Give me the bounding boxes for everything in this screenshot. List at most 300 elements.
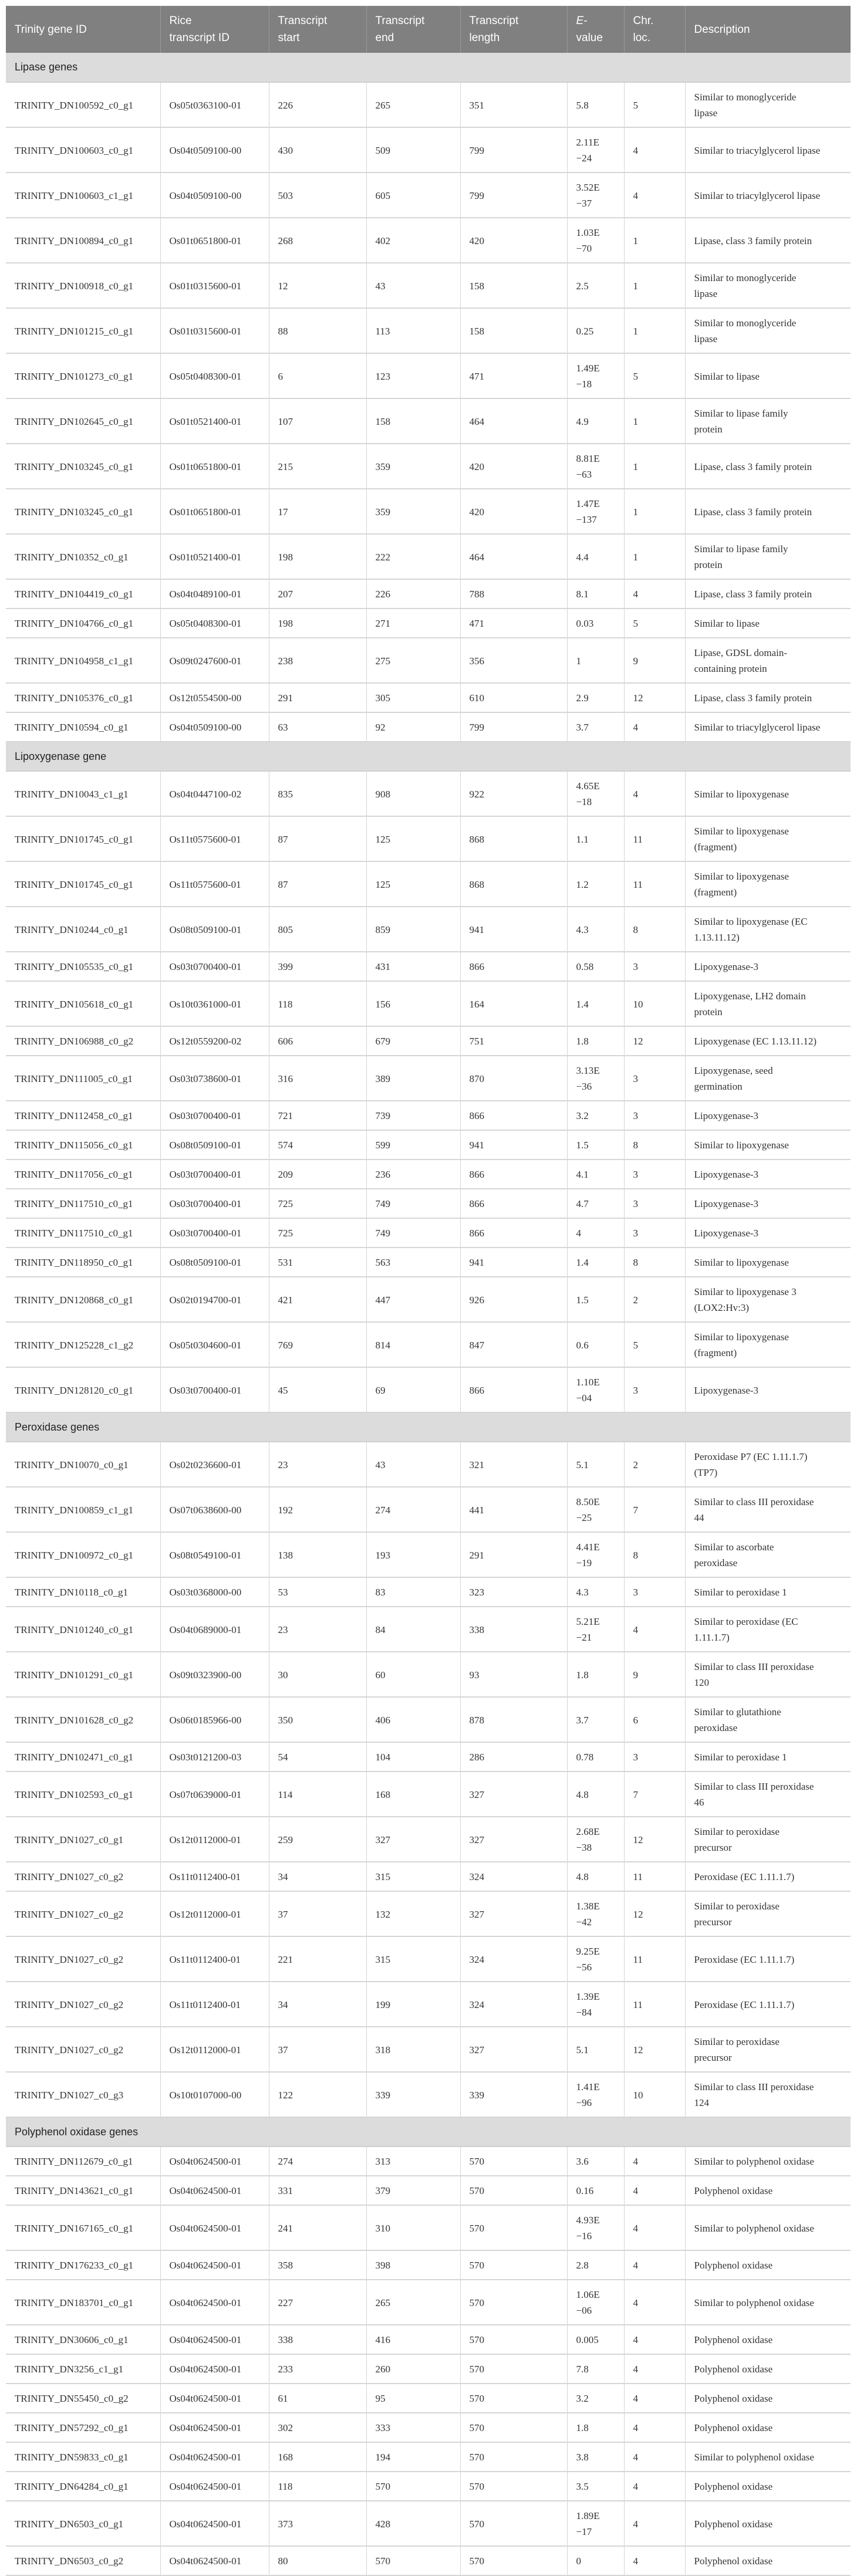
transcript-start-cell: 118 [269, 981, 366, 1026]
transcript-end-cell: 739 [366, 1101, 460, 1130]
transcript-length-cell: 751 [460, 1026, 567, 1056]
trinity-gene-id-cell: TRINITY_DN101745_c0_g1 [6, 861, 160, 907]
table-row [6, 1652, 851, 1697]
chr-loc-cell: 9 [624, 638, 685, 683]
transcript-end-cell: 83 [366, 1577, 460, 1607]
transcript-start-cell: 358 [269, 2250, 366, 2280]
chr-loc-cell: 3 [624, 1189, 685, 1218]
description-cell: Polyphenol oxidase [685, 2413, 851, 2442]
table-row [6, 1982, 851, 2027]
rice-transcript-id-cell: Os01t0651800-01 [160, 218, 269, 263]
description-cell: Similar to peroxidase 1 [685, 1742, 851, 1772]
chr-loc-cell: 3 [624, 1159, 685, 1189]
rice-transcript-id-cell: Os04t0624500-01 [160, 2413, 269, 2442]
trinity-gene-id-cell: TRINITY_DN100918_c0_g1 [6, 263, 160, 308]
table-row [6, 2501, 851, 2546]
transcript-end-cell: 315 [366, 1936, 460, 1982]
transcript-length-cell: 570 [460, 2325, 567, 2354]
transcript-end-cell: 95 [366, 2384, 460, 2413]
e-value-cell: 4.9 [567, 398, 624, 444]
description-cell: Lipoxygenase-3 [685, 1159, 851, 1189]
transcript-start-cell: 721 [269, 1101, 366, 1130]
e-value-cell: 5.8 [567, 82, 624, 127]
transcript-end-cell: 315 [366, 1862, 460, 1891]
table-row [6, 816, 851, 861]
description-cell: Peroxidase (EC 1.11.1.7) [685, 1862, 851, 1891]
e-value-cell: 1.03E −70 [567, 218, 624, 263]
table-row [6, 1101, 851, 1130]
chr-loc-cell: 4 [624, 2546, 685, 2575]
transcript-end-cell: 814 [366, 1322, 460, 1367]
description-cell: Polyphenol oxidase [685, 2354, 851, 2384]
transcript-length-cell: 291 [460, 1532, 567, 1577]
table-row [6, 127, 851, 173]
transcript-end-cell: 168 [366, 1772, 460, 1817]
rice-transcript-id-cell: Os06t0185966-00 [160, 1697, 269, 1742]
transcript-length-cell: 356 [460, 638, 567, 683]
transcript-end-cell: 428 [366, 2501, 460, 2546]
trinity-gene-id-cell: TRINITY_DN104958_c1_g1 [6, 638, 160, 683]
rice-transcript-id-cell: Os05t0363100-01 [160, 82, 269, 127]
transcript-start-cell: 302 [269, 2413, 366, 2442]
transcript-start-cell: 34 [269, 1982, 366, 2027]
trinity-gene-id-cell: TRINITY_DN100603_c1_g1 [6, 173, 160, 218]
transcript-length-cell: 866 [460, 952, 567, 981]
rice-transcript-id-cell: Os04t0624500-01 [160, 2384, 269, 2413]
transcript-end-cell: 199 [366, 1982, 460, 2027]
e-value-cell: 4.93E −16 [567, 2205, 624, 2250]
transcript-length-cell: 327 [460, 1817, 567, 1862]
rice-transcript-id-cell: Os02t0194700-01 [160, 1277, 269, 1322]
transcript-end-cell: 125 [366, 861, 460, 907]
description-cell: Similar to peroxidase precursor [685, 2027, 851, 2072]
trinity-gene-id-cell: TRINITY_DN104419_c0_g1 [6, 579, 160, 608]
transcript-end-cell: 679 [366, 1026, 460, 1056]
e-value-cell: 1.38E −42 [567, 1891, 624, 1936]
chr-loc-cell: 1 [624, 444, 685, 489]
chr-loc-cell: 11 [624, 1862, 685, 1891]
chr-loc-cell: 2 [624, 1442, 685, 1487]
transcript-start-cell: 291 [269, 683, 366, 712]
description-cell: Lipoxygenase-3 [685, 1101, 851, 1130]
transcript-end-cell: 193 [366, 1532, 460, 1577]
transcript-length-cell: 941 [460, 907, 567, 952]
e-value-cell: 4.7 [567, 1189, 624, 1218]
chr-loc-cell: 5 [624, 353, 685, 398]
description-cell: Similar to monoglyceride lipase [685, 82, 851, 127]
transcript-end-cell: 599 [366, 1130, 460, 1159]
chr-loc-cell: 3 [624, 1367, 685, 1412]
header-transcript-end: Transcript end [366, 6, 460, 53]
rice-transcript-id-cell: Os01t0315600-01 [160, 308, 269, 353]
transcript-length-cell: 870 [460, 1056, 567, 1101]
chr-loc-cell: 3 [624, 1056, 685, 1101]
trinity-gene-id-cell: TRINITY_DN103245_c0_g1 [6, 489, 160, 534]
rice-transcript-id-cell: Os01t0651800-01 [160, 444, 269, 489]
trinity-gene-id-cell: TRINITY_DN101273_c0_g1 [6, 353, 160, 398]
trinity-gene-id-cell: TRINITY_DN102471_c0_g1 [6, 1742, 160, 1772]
transcript-end-cell: 123 [366, 353, 460, 398]
rice-transcript-id-cell: Os03t0700400-01 [160, 1189, 269, 1218]
description-cell: Similar to triacylglycerol lipase [685, 712, 851, 742]
e-value-cell: 3.52E −37 [567, 173, 624, 218]
e-value-cell: 3.5 [567, 2472, 624, 2501]
gene-table [6, 6, 851, 2576]
chr-loc-cell: 12 [624, 2027, 685, 2072]
rice-transcript-id-cell: Os04t0624500-01 [160, 2205, 269, 2250]
table-row [6, 1218, 851, 1248]
description-cell: Polyphenol oxidase [685, 2325, 851, 2354]
transcript-start-cell: 6 [269, 353, 366, 398]
description-cell: Similar to class III peroxidase 46 [685, 1772, 851, 1817]
description-cell: Lipase, class 3 family protein [685, 444, 851, 489]
rice-transcript-id-cell: Os08t0509100-01 [160, 1248, 269, 1277]
trinity-gene-id-cell: TRINITY_DN10043_c1_g1 [6, 771, 160, 816]
table-row [6, 1442, 851, 1487]
transcript-length-cell: 327 [460, 2027, 567, 2072]
rice-transcript-id-cell: Os03t0700400-01 [160, 1218, 269, 1248]
transcript-start-cell: 215 [269, 444, 366, 489]
e-value-cell: 0 [567, 2546, 624, 2575]
transcript-end-cell: 749 [366, 1189, 460, 1218]
table-row [6, 1532, 851, 1577]
trinity-gene-id-cell: TRINITY_DN167165_c0_g1 [6, 2205, 160, 2250]
e-value-cell: 1 [567, 638, 624, 683]
transcript-start-cell: 221 [269, 1936, 366, 1982]
description-cell: Polyphenol oxidase [685, 2546, 851, 2575]
rice-transcript-id-cell: Os09t0247600-01 [160, 638, 269, 683]
section-header-row [6, 2117, 851, 2146]
transcript-start-cell: 207 [269, 579, 366, 608]
header-trinity-gene-id: Trinity gene ID [6, 6, 160, 53]
description-cell: Similar to class III peroxidase 44 [685, 1487, 851, 1532]
trinity-gene-id-cell: TRINITY_DN10118_c0_g1 [6, 1577, 160, 1607]
table-row [6, 2072, 851, 2117]
description-cell: Similar to peroxidase precursor [685, 1817, 851, 1862]
e-value-cell: 5.1 [567, 1442, 624, 1487]
transcript-start-cell: 769 [269, 1322, 366, 1367]
description-cell: Lipase, class 3 family protein [685, 489, 851, 534]
description-cell: Similar to lipoxygenase [685, 1130, 851, 1159]
header-transcript-length: Transcript length [460, 6, 567, 53]
trinity-gene-id-cell: TRINITY_DN57292_c0_g1 [6, 2413, 160, 2442]
description-cell: Similar to glutathione peroxidase [685, 1697, 851, 1742]
trinity-gene-id-cell: TRINITY_DN104766_c0_g1 [6, 608, 160, 638]
rice-transcript-id-cell: Os07t0638600-00 [160, 1487, 269, 1532]
chr-loc-cell: 4 [624, 2442, 685, 2472]
rice-transcript-id-cell: Os09t0323900-00 [160, 1652, 269, 1697]
section-title: Lipase genes [6, 53, 851, 82]
rice-transcript-id-cell: Os03t0738600-01 [160, 1056, 269, 1101]
trinity-gene-id-cell: TRINITY_DN59833_c0_g1 [6, 2442, 160, 2472]
rice-transcript-id-cell: Os12t0554500-00 [160, 683, 269, 712]
transcript-end-cell: 749 [366, 1218, 460, 1248]
rice-transcript-id-cell: Os04t0624500-01 [160, 2280, 269, 2325]
transcript-start-cell: 17 [269, 489, 366, 534]
description-cell: Lipoxygenase (EC 1.13.11.12) [685, 1026, 851, 1056]
e-value-cell: 4.65E −18 [567, 771, 624, 816]
rice-transcript-id-cell: Os04t0509100-00 [160, 127, 269, 173]
table-row [6, 2354, 851, 2384]
transcript-end-cell: 271 [366, 608, 460, 638]
rice-transcript-id-cell: Os03t0700400-01 [160, 1159, 269, 1189]
table-row [6, 1130, 851, 1159]
e-value-cell: 1.5 [567, 1130, 624, 1159]
rice-transcript-id-cell: Os03t0700400-01 [160, 1101, 269, 1130]
rice-transcript-id-cell: Os04t0624500-01 [160, 2472, 269, 2501]
chr-loc-cell: 1 [624, 398, 685, 444]
transcript-start-cell: 373 [269, 2501, 366, 2546]
trinity-gene-id-cell: TRINITY_DN64284_c0_g1 [6, 2472, 160, 2501]
chr-loc-cell: 3 [624, 1218, 685, 1248]
transcript-end-cell: 156 [366, 981, 460, 1026]
description-cell: Similar to peroxidase 1 [685, 1577, 851, 1607]
transcript-end-cell: 416 [366, 2325, 460, 2354]
chr-loc-cell: 10 [624, 981, 685, 1026]
header-e-letter: E [576, 15, 584, 27]
e-value-cell: 3.6 [567, 2146, 624, 2176]
transcript-length-cell: 327 [460, 1891, 567, 1936]
trinity-gene-id-cell: TRINITY_DN101628_c0_g2 [6, 1697, 160, 1742]
chr-loc-cell: 12 [624, 683, 685, 712]
rice-transcript-id-cell: Os11t0112400-01 [160, 1936, 269, 1982]
transcript-start-cell: 227 [269, 2280, 366, 2325]
transcript-length-cell: 570 [460, 2354, 567, 2384]
table-row [6, 2442, 851, 2472]
e-value-cell: 1.47E −137 [567, 489, 624, 534]
rice-transcript-id-cell: Os04t0624500-01 [160, 2546, 269, 2575]
e-value-cell: 5.21E −21 [567, 1607, 624, 1652]
transcript-start-cell: 233 [269, 2354, 366, 2384]
e-value-cell: 4.3 [567, 1577, 624, 1607]
transcript-length-cell: 866 [460, 1159, 567, 1189]
transcript-length-cell: 570 [460, 2176, 567, 2205]
e-value-cell: 8.81E −63 [567, 444, 624, 489]
chr-loc-cell: 4 [624, 2413, 685, 2442]
rice-transcript-id-cell: Os12t0112000-01 [160, 1817, 269, 1862]
chr-loc-cell: 2 [624, 1277, 685, 1322]
e-value-cell: 8.1 [567, 579, 624, 608]
chr-loc-cell: 4 [624, 2354, 685, 2384]
trinity-gene-id-cell: TRINITY_DN6503_c0_g2 [6, 2546, 160, 2575]
transcript-start-cell: 503 [269, 173, 366, 218]
trinity-gene-id-cell: TRINITY_DN106988_c0_g2 [6, 1026, 160, 1056]
transcript-start-cell: 226 [269, 82, 366, 127]
trinity-gene-id-cell: TRINITY_DN112458_c0_g1 [6, 1101, 160, 1130]
transcript-end-cell: 327 [366, 1817, 460, 1862]
e-value-cell: 1.8 [567, 1652, 624, 1697]
chr-loc-cell: 5 [624, 1322, 685, 1367]
table-row [6, 2176, 851, 2205]
transcript-start-cell: 54 [269, 1742, 366, 1772]
table-row [6, 173, 851, 218]
transcript-end-cell: 431 [366, 952, 460, 981]
e-value-cell: 2.11E −24 [567, 127, 624, 173]
section-header-row [6, 1412, 851, 1442]
transcript-start-cell: 87 [269, 861, 366, 907]
rice-transcript-id-cell: Os11t0575600-01 [160, 861, 269, 907]
transcript-length-cell: 868 [460, 861, 567, 907]
trinity-gene-id-cell: TRINITY_DN125228_c1_g2 [6, 1322, 160, 1367]
e-value-cell: 8.50E −25 [567, 1487, 624, 1532]
e-value-cell: 4.41E −19 [567, 1532, 624, 1577]
description-cell: Similar to lipoxygenase (fragment) [685, 1322, 851, 1367]
e-value-cell: 1.2 [567, 861, 624, 907]
transcript-length-cell: 441 [460, 1487, 567, 1532]
chr-loc-cell: 7 [624, 1772, 685, 1817]
rice-transcript-id-cell: Os11t0112400-01 [160, 1982, 269, 2027]
table-row [6, 444, 851, 489]
description-cell: Similar to lipoxygenase [685, 771, 851, 816]
trinity-gene-id-cell: TRINITY_DN1027_c0_g2 [6, 1982, 160, 2027]
trinity-gene-id-cell: TRINITY_DN100972_c0_g1 [6, 1532, 160, 1577]
table-row [6, 2472, 851, 2501]
transcript-length-cell: 878 [460, 1697, 567, 1742]
rice-transcript-id-cell: Os08t0509100-01 [160, 907, 269, 952]
transcript-end-cell: 132 [366, 1891, 460, 1936]
transcript-start-cell: 338 [269, 2325, 366, 2354]
description-cell: Similar to polyphenol oxidase [685, 2146, 851, 2176]
table-row [6, 2250, 851, 2280]
description-cell: Similar to ascorbate peroxidase [685, 1532, 851, 1577]
rice-transcript-id-cell: Os03t0700400-01 [160, 1367, 269, 1412]
table-row [6, 2384, 851, 2413]
rice-transcript-id-cell: Os10t0107000-00 [160, 2072, 269, 2117]
transcript-start-cell: 30 [269, 1652, 366, 1697]
transcript-length-cell: 420 [460, 489, 567, 534]
chr-loc-cell: 3 [624, 1101, 685, 1130]
e-value-cell: 1.06E −06 [567, 2280, 624, 2325]
transcript-end-cell: 570 [366, 2472, 460, 2501]
transcript-end-cell: 398 [366, 2250, 460, 2280]
trinity-gene-id-cell: TRINITY_DN100894_c0_g1 [6, 218, 160, 263]
transcript-end-cell: 84 [366, 1607, 460, 1652]
e-value-cell: 3.13E −36 [567, 1056, 624, 1101]
transcript-length-cell: 471 [460, 353, 567, 398]
description-cell: Similar to lipoxygenase (EC 1.13.11.12) [685, 907, 851, 952]
description-cell: Similar to polyphenol oxidase [685, 2280, 851, 2325]
e-value-cell: 1.89E −17 [567, 2501, 624, 2546]
table-row [6, 1026, 851, 1056]
table-row [6, 1248, 851, 1277]
trinity-gene-id-cell: TRINITY_DN101240_c0_g1 [6, 1607, 160, 1652]
table-header [6, 6, 851, 53]
trinity-gene-id-cell: TRINITY_DN128120_c0_g1 [6, 1367, 160, 1412]
transcript-start-cell: 350 [269, 1697, 366, 1742]
chr-loc-cell: 4 [624, 2384, 685, 2413]
chr-loc-cell: 4 [624, 1607, 685, 1652]
description-cell: Similar to peroxidase (EC 1.11.1.7) [685, 1607, 851, 1652]
transcript-start-cell: 331 [269, 2176, 366, 2205]
transcript-start-cell: 37 [269, 2027, 366, 2072]
trinity-gene-id-cell: TRINITY_DN112679_c0_g1 [6, 2146, 160, 2176]
transcript-length-cell: 570 [460, 2442, 567, 2472]
transcript-start-cell: 80 [269, 2546, 366, 2575]
rice-transcript-id-cell: Os12t0559200-02 [160, 1026, 269, 1056]
transcript-length-cell: 324 [460, 1936, 567, 1982]
e-value-cell: 4.8 [567, 1772, 624, 1817]
rice-transcript-id-cell: Os05t0408300-01 [160, 608, 269, 638]
rice-transcript-id-cell: Os04t0624500-01 [160, 2176, 269, 2205]
trinity-gene-id-cell: TRINITY_DN100592_c0_g1 [6, 82, 160, 127]
transcript-start-cell: 805 [269, 907, 366, 952]
transcript-length-cell: 286 [460, 1742, 567, 1772]
transcript-end-cell: 333 [366, 2413, 460, 2442]
description-cell: Polyphenol oxidase [685, 2501, 851, 2546]
table-row [6, 907, 851, 952]
description-cell: Lipoxygenase-3 [685, 952, 851, 981]
e-value-cell: 1.39E −84 [567, 1982, 624, 2027]
rice-transcript-id-cell: Os05t0304600-01 [160, 1322, 269, 1367]
transcript-length-cell: 799 [460, 127, 567, 173]
trinity-gene-id-cell: TRINITY_DN55450_c0_g2 [6, 2384, 160, 2413]
table-row [6, 1891, 851, 1936]
transcript-length-cell: 941 [460, 1248, 567, 1277]
transcript-start-cell: 45 [269, 1367, 366, 1412]
transcript-length-cell: 799 [460, 173, 567, 218]
trinity-gene-id-cell: TRINITY_DN105535_c0_g1 [6, 952, 160, 981]
chr-loc-cell: 4 [624, 2472, 685, 2501]
description-cell: Lipoxygenase-3 [685, 1218, 851, 1248]
transcript-length-cell: 323 [460, 1577, 567, 1607]
trinity-gene-id-cell: TRINITY_DN102593_c0_g1 [6, 1772, 160, 1817]
description-cell: Similar to polyphenol oxidase [685, 2442, 851, 2472]
rice-transcript-id-cell: Os11t0112400-01 [160, 1862, 269, 1891]
transcript-length-cell: 570 [460, 2250, 567, 2280]
transcript-length-cell: 324 [460, 1862, 567, 1891]
transcript-length-cell: 866 [460, 1101, 567, 1130]
e-value-cell: 5.1 [567, 2027, 624, 2072]
trinity-gene-id-cell: TRINITY_DN10070_c0_g1 [6, 1442, 160, 1487]
description-cell: Similar to polyphenol oxidase [685, 2205, 851, 2250]
table-row [6, 981, 851, 1026]
transcript-length-cell: 339 [460, 2072, 567, 2117]
transcript-length-cell: 570 [460, 2384, 567, 2413]
e-value-cell: 0.16 [567, 2176, 624, 2205]
e-value-cell: 0.78 [567, 1742, 624, 1772]
transcript-start-cell: 241 [269, 2205, 366, 2250]
transcript-start-cell: 198 [269, 608, 366, 638]
transcript-end-cell: 222 [366, 534, 460, 579]
chr-loc-cell: 7 [624, 1487, 685, 1532]
rice-transcript-id-cell: Os04t0624500-01 [160, 2325, 269, 2354]
transcript-length-cell: 338 [460, 1607, 567, 1652]
transcript-length-cell: 570 [460, 2280, 567, 2325]
transcript-length-cell: 471 [460, 608, 567, 638]
transcript-end-cell: 226 [366, 579, 460, 608]
transcript-length-cell: 324 [460, 1982, 567, 2027]
transcript-end-cell: 265 [366, 82, 460, 127]
trinity-gene-id-cell: TRINITY_DN115056_c0_g1 [6, 1130, 160, 1159]
transcript-end-cell: 43 [366, 1442, 460, 1487]
chr-loc-cell: 3 [624, 952, 685, 981]
e-value-cell: 1.8 [567, 2413, 624, 2442]
trinity-gene-id-cell: TRINITY_DN3256_c1_g1 [6, 2354, 160, 2384]
rice-transcript-id-cell: Os04t0689000-01 [160, 1607, 269, 1652]
transcript-end-cell: 310 [366, 2205, 460, 2250]
rice-transcript-id-cell: Os01t0521400-01 [160, 398, 269, 444]
rice-transcript-id-cell: Os04t0509100-00 [160, 712, 269, 742]
transcript-length-cell: 866 [460, 1189, 567, 1218]
e-value-cell: 3.8 [567, 2442, 624, 2472]
transcript-end-cell: 125 [366, 816, 460, 861]
rice-transcript-id-cell: Os04t0447100-02 [160, 771, 269, 816]
trinity-gene-id-cell: TRINITY_DN101215_c0_g1 [6, 308, 160, 353]
trinity-gene-id-cell: TRINITY_DN183701_c0_g1 [6, 2280, 160, 2325]
rice-transcript-id-cell: Os01t0651800-01 [160, 489, 269, 534]
chr-loc-cell: 4 [624, 2176, 685, 2205]
transcript-end-cell: 104 [366, 1742, 460, 1772]
